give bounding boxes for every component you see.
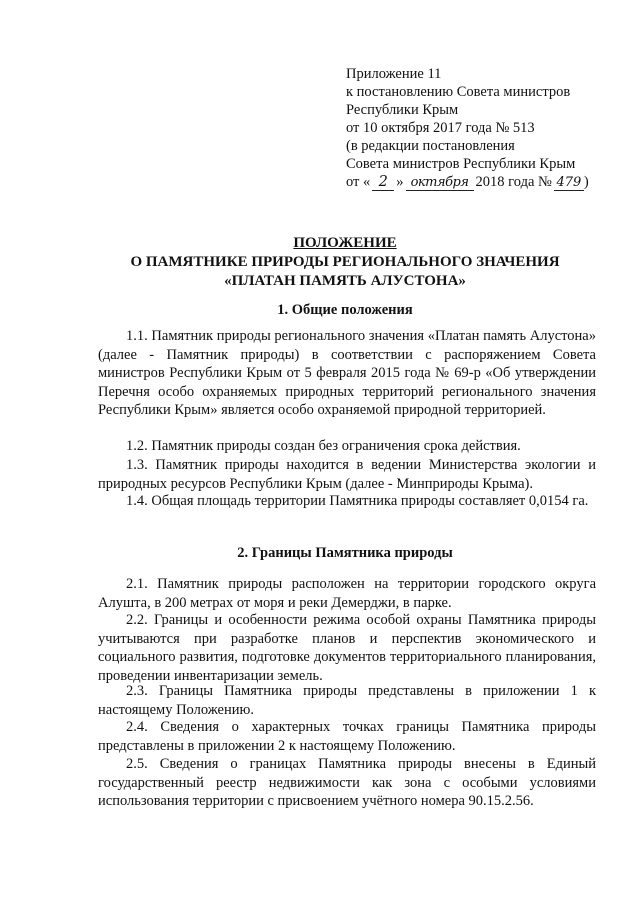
title-line-3: «ПЛАТАН ПАМЯТЬ АЛУСТОНА» — [224, 273, 466, 289]
section-2-heading: 2. Границы Памятника природы — [237, 545, 453, 561]
appendix-line-5: (в редакции постановления — [346, 138, 515, 154]
handwritten-day: 2 — [372, 175, 394, 191]
paragraph-1-4: 1.4. Общая площадь территории Памятника природы составляет 0,0154 га. — [126, 493, 589, 509]
section-1-heading: 1. Общие положения — [277, 302, 413, 318]
appendix-date-mid: » — [396, 174, 404, 190]
title-line-1: ПОЛОЖЕНИЕ — [293, 235, 397, 251]
handwritten-month: октября — [406, 175, 474, 191]
appendix-header — [346, 65, 596, 191]
appendix-line-3: Республики Крым — [346, 102, 459, 118]
appendix-line-7 — [346, 173, 596, 191]
appendix-date-suffix: ) — [583, 174, 589, 190]
handwritten-number: 479 — [554, 175, 584, 191]
paragraph-2-1: 2.1. Памятник природы расположен на территории городского округа Алушта, в 200 метрах от моря и реки Демерджи, в парке. — [98, 576, 596, 611]
paragraph-2-5: 2.5. Сведения о границах Памятника природы внесены в Единый государственный реестр недвижимости как зона с особыми условиями использования территории с присвоением учётного номера 90.15.2.56. — [98, 756, 596, 809]
title-line-2: О ПАМЯТНИКЕ ПРИРОДЫ РЕГИОНАЛЬНОГО ЗНАЧЕНИЯ — [130, 254, 560, 270]
appendix-date-year: 2018 года № — [475, 174, 552, 190]
appendix-date-prefix: от « — [346, 174, 371, 190]
appendix-line-2: к постановлению Совета министров — [346, 84, 571, 100]
appendix-line-4: от 10 октября 2017 года № 513 — [346, 120, 535, 136]
appendix-line-6: Совета министров Республики Крым — [346, 156, 576, 172]
paragraph-2-4: 2.4. Сведения о характерных точках границы Памятника природы представлены в приложении 2 к настоящему Положению. — [98, 719, 596, 754]
paragraph-2-2: 2.2. Границы и особенности режима особой охраны Памятника природы учитываются при разработке планов и перспектив экономического и социального развития, подготовке документов территориального планирования, проведении инвентаризации земель. — [98, 612, 596, 684]
paragraph-1-3: 1.3. Памятник природы находится в ведении Министерства экологии и природных ресурсов Республики Крым (далее - Минприроды Крыма). — [98, 457, 596, 492]
document-title — [60, 234, 630, 291]
paragraph-2-3: 2.3. Границы Памятника природы представлены в приложении 1 к настоящему Положению. — [98, 683, 596, 718]
appendix-line-1: Приложение 11 — [346, 66, 442, 82]
paragraph-1-2: 1.2. Памятник природы создан без ограничения срока действия. — [126, 438, 521, 454]
paragraph-1-1: 1.1. Памятник природы регионального значения «Платан память Алустона» (далее - Памятник природы) в соответствии с распоряжением Совета министров Республики Крым от 5 февраля 2015 года № 69-р «Об утверждении Перечня особо охраняемых природных территорий регионального значения Республики Крым» является особо охраняемой природной территорией. — [98, 328, 596, 418]
